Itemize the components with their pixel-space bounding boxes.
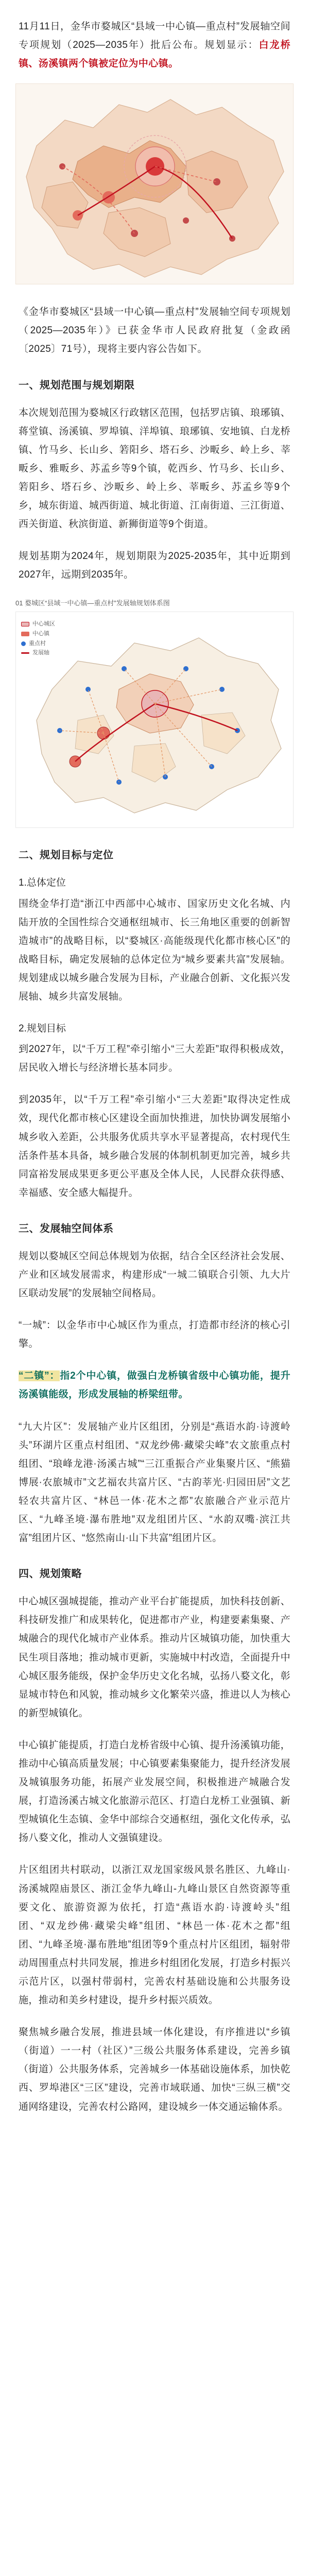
two-towns-body: 指2个中心镇，做强白龙桥镇省级中心镇功能，提升汤溪镇能级，形成发展轴的桥梁纽带。 (19, 1370, 290, 1400)
legend-label: 重点村 (29, 640, 46, 647)
intro-paragraph-1 (19, 18, 290, 73)
section-2-paragraph-3: 到2035年，以“千万工程”牵引缩小“三大差距”取得决定性成效，现代化都市核心区建设全面加快推进，加快协调发展缩小城乡收入差距，公共服务优质共享水平显著提高，农村现代生活条件基本具备，城乡融合发展的体制机制更加完善，城乡共同富裕发展成果更多更公平惠及全体人民，人民群众获得感、幸福感、安全感大幅提升。 (19, 1094, 290, 1198)
legend-label: 发展轴 (32, 650, 49, 656)
intro-text-c: 批后公布。规划显示： (150, 40, 259, 51)
section-4-paragraph-1: 中心城区强城提能，推动产业平台扩能提质，加快科技创新、科技研发推广和成果转化，促进都市产业，构建要素集聚、产城融合的现代化城市产业体系。推动片区城镇功能，加快重大民生项目落地；推动城市更新，实施城中村改造，全面提升中心城区服务能级，保护金华历史文化名城，弘扬八婺文化，彰显城市特色和风貌，推动城乡文化繁荣兴盛，推进以人为核心的新型城镇化。 (19, 1596, 290, 1719)
section-3-paragraph-2: “一城”：以金华市中心城区作为重点，打造都市经济的核心引擎。 (19, 1320, 290, 1350)
planning-system-map (15, 612, 294, 828)
section-1-paragraph-2: 规划基期为2024年，规划期限为2025-2035年，其中近期到2027年，远期到2035年。 (19, 551, 290, 581)
section-3-paragraph-1: 规划以婺城区空间总体规划为依据，结合全区经济社会发展、产业和区域发展需求，构建形成“一城二镇联合引领、九大片区联动发展”的发展轴空间格局。 (19, 1250, 290, 1299)
intro-text-b: “县域一中心镇—重点村”发展轴空间专项规划（2025—2035年） (19, 21, 290, 51)
intro-text-a: 11月11日，金华市婺城区 (19, 21, 131, 32)
section-2-paragraph-2: 到2027年，以“千万工程”牵引缩小“三大差距”取得积极成效，居民收入增长与经济增长基本同步。 (19, 1044, 290, 1074)
section-4-paragraph-2: 中心镇扩能提质，打造白龙桥省级中心镇、提升汤溪镇功能，推动中心镇高质量发展；中心镇要素集聚能力，提升经济发展及城镇服务功能，拓展产业发展空间，积极推进产城融合发展，打造汤溪古城文化旅游示范区、打造白龙桥工业强镇、新型城镇化生态镇、金华中部综合交通枢纽，强化文化传承，弘扬八婺文化，推动人文强镇建设。 (19, 1739, 290, 1844)
legend-item (21, 629, 55, 639)
legend-swatch-icon (21, 641, 26, 646)
section-1-paragraph-1: 本次规划范围为婺城区行政辖区范围，包括罗店镇、琅琊镇、蒋堂镇、汤溪镇、罗埠镇、洋埠镇、琅琊镇、安地镇、白龙桥镇、竹马乡、长山乡、箬阳乡、塔石乡、沙畈乡、岭上乡、莘畈乡、雅畈乡、苏孟乡等9个镇，乾西乡、竹马乡、长山乡、箬阳乡、塔石乡、沙畈乡、岭上乡、莘畈乡、苏孟乡等9个乡，城东街道、城西街道、城北街道、江南街道、三江街道、西关街道、秋滨街道、新狮街道等9个街道。 (19, 407, 290, 530)
section-3-paragraph-4: “九大片区”：发展轴产业片区组团，分别是“燕语水韵·诗渡岭头”环湖片区重点村组团、“双龙纱佛·藏梁尖峰”农文旅重点村组团、“琅峰龙港·汤溪古城”“三江重振合产业集聚片区、“熊猫博展·农旅城市”文艺福农共富片区、“古韵莘光·归园田居”文艺轻农共富片区、“林邑一体·花木之都”农旅融合产业示范片区、“九峰圣境·瀑布胜地”双龙组团片区、“水韵双嘴·滨江共富”组团片区、“悠然南山·山下共富”组团片区。 (19, 1421, 290, 1544)
section-2-subtitle-2: 2.规划目标 (19, 1023, 66, 1035)
map-2-caption: 01 婺城区“县域一中心镇—重点村”发展轴规划体系图 (15, 599, 170, 607)
section-2-paragraph-1: 围绕金华打造“浙江中西部中心城市、国家历史文化名城、内陆开放的全国性综合交通枢纽城市、长三角地区重要的创新智造城市”的战略目标，以“婺城区·高能级现代化都市核心区”的战略目标，确定发展轴的总体定位为“城乡要素共富”发展轴。规划建成以城乡融合发展为目标，产业融合创新、文化振兴发展轴、城乡共富发展轴。 (19, 898, 290, 1002)
map-image-2 (15, 598, 294, 828)
section-4-paragraph-4: 聚焦城乡融合发展，推进县域一体化建设，有序推进以“乡镇（街道）一一村（社区）”三级公共服务体系建设，完善乡镇（街道）公共服务体系，完善城乡一体基础设施体系，加快乾西、罗埠港区“三区”建设，完善市域联通、加快“三纵三横”交通网络建设，完善农村公路网，建设城乡一体交通运输体系。 (19, 2027, 290, 2112)
legend-swatch-icon (21, 632, 29, 636)
section-1-title: 一、规划范围与规划期限 (19, 379, 135, 391)
county-map (15, 83, 294, 284)
section-3-paragraph-3 (19, 1367, 290, 1404)
section-2-title: 二、规划目标与定位 (19, 850, 114, 861)
legend-label: 中心镇 (32, 631, 49, 637)
intro-highlight: 白龙桥镇、汤溪镇两个镇被定位为中心镇。 (19, 40, 291, 70)
section-3-title: 三、发展轴空间体系 (19, 1223, 114, 1234)
county-map-graphic (16, 84, 294, 284)
planning-system-graphic (16, 612, 294, 828)
map-image-1 (15, 83, 294, 284)
section-4-paragraph-3: 片区组团共村联动，以浙江双龙国家级风景名胜区、九峰山·汤溪城隍庙景区、浙江金华九峰山-九峰山景区自然资源等重要文化、旅游资源为依托，打造“燕语水韵·诗渡岭头”组团、“双龙纱佛·藏梁尖峰”组团、“林邑一体·花木之都”组团、“九峰圣境·瀑布胜地”组团等9个重点村片区组团，辐射带动周围重点村共同发展，推进乡村组团化发展，打造乡村振兴示范片区，以强村带弱村，完善农村基础设施和公共服务设施，推动和美乡村建设，提升乡村振兴质效。 (19, 1865, 290, 2006)
map-2-legend (21, 619, 55, 658)
legend-item (21, 639, 55, 649)
legend-item (21, 648, 55, 658)
intro-paragraph-2: 《金华市婺城区“县域一中心镇—重点村”发展轴空间专项规划（2025—2035年）》已获金华市人民政府批复（金政函〔2025〕71号），现将主要内容公告如下。 (19, 307, 290, 355)
section-4-title: 四、规划策略 (19, 1568, 82, 1580)
section-2-subtitle-1: 1.总体定位 (19, 877, 66, 889)
legend-label: 中心城区 (32, 621, 55, 628)
legend-item (21, 619, 55, 629)
legend-swatch-icon (21, 622, 29, 626)
legend-swatch-icon (21, 652, 29, 654)
intro (19, 0, 290, 359)
two-towns-lead: “二镇”： (19, 1370, 60, 1382)
